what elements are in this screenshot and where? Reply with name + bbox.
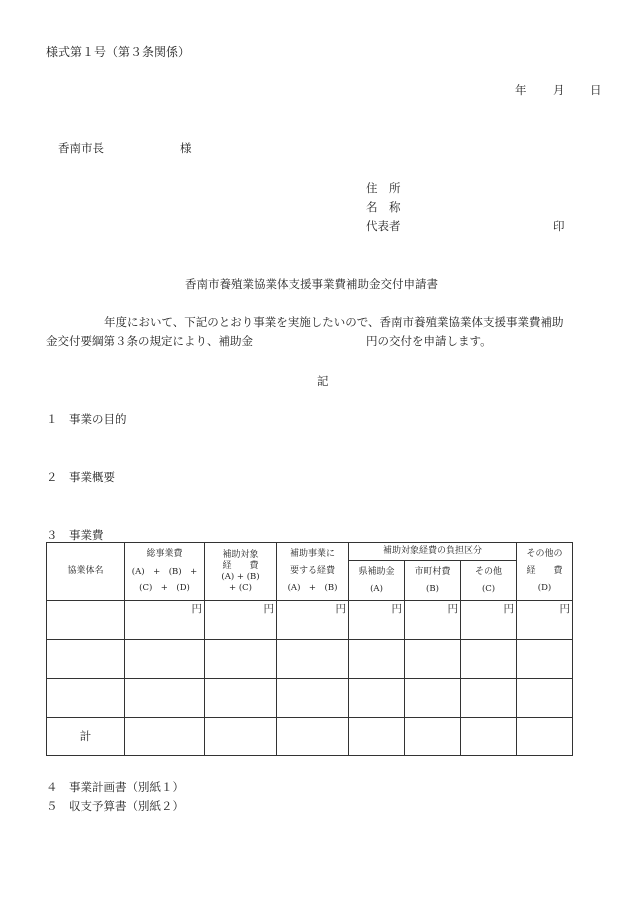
cell <box>405 679 461 718</box>
addressee-honorific: 様 <box>180 141 192 155</box>
header-total-cost: 総事業費 (A) + (B) + (C) + (D) <box>125 543 205 601</box>
header-prefecture-subsidy: 県補助金 (A) <box>349 561 405 601</box>
yen-unit: 円 <box>461 601 517 640</box>
representative-label: 代表者 <box>366 219 401 233</box>
table-row <box>47 601 573 640</box>
table-row <box>47 679 573 718</box>
cell <box>47 640 125 679</box>
address-label: 住 所 <box>366 181 401 195</box>
cell <box>125 679 205 718</box>
addressee-name: 香南市長 <box>58 141 104 155</box>
header-group-name: 協業体名 <box>47 543 125 601</box>
cell <box>277 679 349 718</box>
cell <box>517 679 573 718</box>
total-label: 計 <box>47 718 125 756</box>
form-number: 様式第１号（第３条関係） <box>46 45 191 59</box>
cell <box>277 718 349 756</box>
yen-unit: 円 <box>125 601 205 640</box>
yen-unit: 円 <box>517 601 573 640</box>
cell <box>461 640 517 679</box>
cell <box>461 679 517 718</box>
date-month: 月 <box>553 83 565 97</box>
cell <box>47 679 125 718</box>
header-burden-division: 補助対象経費の負担区分 <box>349 543 517 561</box>
cell <box>349 640 405 679</box>
yen-unit: 円 <box>349 601 405 640</box>
cell <box>349 718 405 756</box>
table-row <box>47 640 573 679</box>
date-year: 年 <box>515 83 527 97</box>
cell <box>405 718 461 756</box>
cell <box>277 640 349 679</box>
seal-mark: 印 <box>553 219 565 233</box>
cell <box>125 718 205 756</box>
header-other-cost: その他の 経 費 (D) <box>517 543 573 601</box>
cell <box>349 679 405 718</box>
header-municipal-cost: 市町村費 (B) <box>405 561 461 601</box>
section-4: ４ 事業計画書（別紙１） <box>46 780 184 794</box>
section-3: ３ 事業費 <box>46 528 104 542</box>
cell <box>517 640 573 679</box>
section-1: １ 事業の目的 <box>46 412 127 426</box>
ki-heading: 記 <box>317 374 329 388</box>
body-line-2a: 金交付要綱第３条の規定により、補助金 <box>46 334 253 348</box>
expense-table <box>46 542 573 756</box>
cell <box>205 679 277 718</box>
date-day: 日 <box>590 83 602 97</box>
cell <box>517 718 573 756</box>
cell <box>461 718 517 756</box>
body-line-2b: 円の交付を申請します。 <box>366 334 492 348</box>
cell <box>125 640 205 679</box>
name-label: 名 称 <box>366 200 401 214</box>
section-2: ２ 事業概要 <box>46 470 115 484</box>
header-required-cost: 補助事業に 要する経費 (A) + (B) <box>277 543 349 601</box>
yen-unit: 円 <box>405 601 461 640</box>
cell <box>405 640 461 679</box>
cell <box>205 718 277 756</box>
total-row <box>47 718 573 756</box>
cell <box>47 601 125 640</box>
yen-unit: 円 <box>205 601 277 640</box>
header-eligible-cost: 補助対象 経 費 (A) + (B) + (C) <box>205 543 277 601</box>
section-5: ５ 収支予算書（別紙２） <box>46 799 184 813</box>
yen-unit: 円 <box>277 601 349 640</box>
document-title: 香南市養殖業協業体支援事業費補助金交付申請書 <box>185 277 438 291</box>
body-line-1: 年度において、下記のとおり事業を実施したいので、香南市養殖業協業体支援事業費補助 <box>104 315 564 329</box>
header-other: その他 (C) <box>461 561 517 601</box>
cell <box>205 640 277 679</box>
